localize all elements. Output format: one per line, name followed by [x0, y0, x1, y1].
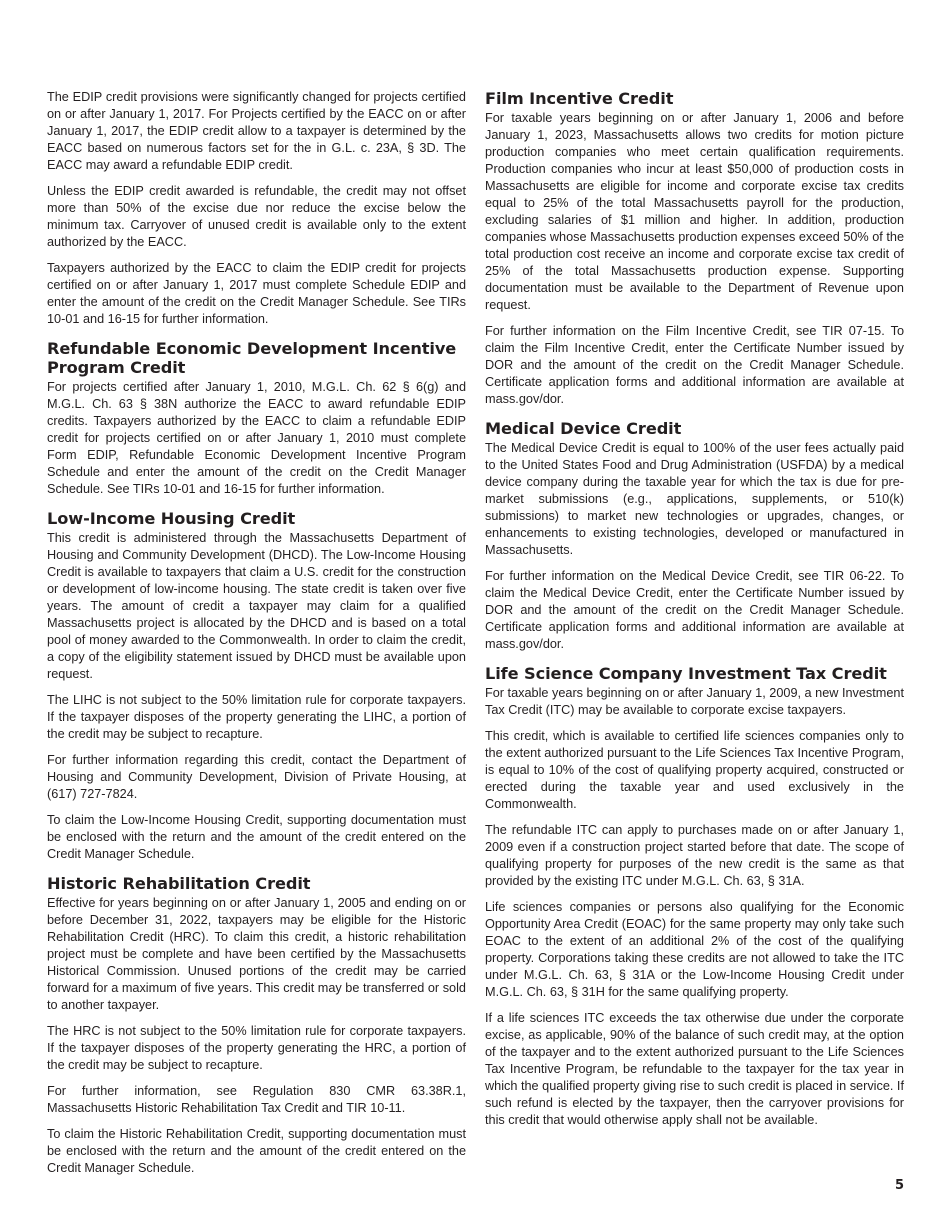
hrc-paragraph-3: For further information, see Regulation 830 CMR 63.38R.1, Massachusetts Historic Rehabilitation Tax Credit and TIR 10-11. — [47, 1084, 466, 1115]
edip-paragraph-2: Unless the EDIP credit awarded is refundable, the credit may not offset more than 50% of the excise due nor reduce the excise below the minimum tax. Carryover of unused credit is available only to the extent authorized by the EACC. — [47, 184, 466, 249]
medical-paragraph-2: For further information on the Medical Device Credit, see TIR 06-22. To claim the Medical Device Credit, enter the Certificate Number issued by DOR and the amount of the credit on the Credit Manager Schedule. Certificate application forms and additional information are available at mass.gov/dor. — [485, 569, 904, 651]
life-science-paragraph-4: Life sciences companies or persons also qualifying for the Economic Opportunity Area Credit (EOAC) for the same property may only take such EOAC to the extent of an additional 2% of the cost of the qualifying property. Corporations taking these credits are not allowed to take the ITC under M.G.L. Ch. 63, § 31A or the Low-Income Housing Credit under M.G.L. Ch. 63, § 31H for the same qualifying property. — [485, 900, 904, 999]
film-paragraph-1: For taxable years beginning on or after January 1, 2006 and before January 1, 2023, Massachusetts allows two credits for motion picture production companies who meet certain qualification requirements. Production companies who incur at least $50,000 of production costs in Massachusetts are eligible for income and corporate excise tax credits equal to 25% of the total Massachusetts payroll for the production, excluding salaries of $1 million and higher. In addition, production companies whose Massachusetts production expenses exceed 50% of the total production cost receive an income and corporate excise tax credit of 25% of the total Massachusetts production expense. Supporting documentation must be available to the Department of Revenue upon request. — [485, 111, 904, 312]
hrc-paragraph-4: To claim the Historic Rehabilitation Credit, supporting documentation must be enclosed with the return and the amount of the credit entered on the Credit Manager Schedule. — [47, 1127, 466, 1175]
life-science-paragraph-1: For taxable years beginning on or after January 1, 2009, a new Investment Tax Credit (ITC) may be available to corporate excise taxpayers. — [485, 686, 904, 717]
heading-historic-rehabilitation: Historic Rehabilitation Credit — [47, 874, 311, 893]
lihc-paragraph-4: To claim the Low-Income Housing Credit, supporting documentation must be enclosed with the return and the amount of the credit entered on the Credit Manager Schedule. — [47, 813, 466, 861]
refundable-edip-paragraph: For projects certified after January 1, 2010, M.G.L. Ch. 62 § 6(g) and M.G.L. Ch. 63 § 38N authorize the EACC to award refundable EDIP credits. Taxpayers authorized by the EACC to claim a refundable EDIP credit for projects certified on or after January 1, 2010 must complete Form EDIP, Refundable Economic Development Incentive Program Schedule and enter the amount of the credit on the Credit Manager Schedule. See TIRs 10-01 and 16-15 for further information. — [47, 380, 466, 496]
life-science-paragraph-2: This credit, which is available to certified life sciences companies only to the extent authorized pursuant to the Life Sciences Tax Incentive Program, is equal to 10% of the cost of qualifying property acquired, constructed or erected during the taxable year and used exclusively in the Commonwealth. — [485, 729, 904, 811]
heading-film-incentive: Film Incentive Credit — [485, 89, 674, 108]
medical-paragraph-1: The Medical Device Credit is equal to 100% of the user fees actually paid to the United States Food and Drug Administration (USFDA) by a medical device company during the taxable year for which the tax is due for pre-market submissions (e.g., applications, supplements, or 510(k) submissions) to market new technologies or upgrades, changes, or enhancements to existing technologies, developed or manufactured in Massachusetts. — [485, 441, 904, 557]
hrc-paragraph-2: The HRC is not subject to the 50% limitation rule for corporate taxpayers. If the taxpayer disposes of the property generating the HRC, a portion of the credit may be subject to recapture. — [47, 1024, 466, 1072]
film-paragraph-2: For further information on the Film Incentive Credit, see TIR 07-15. To claim the Film Incentive Credit, enter the Certificate Number issued by DOR and the amount of the credit on the Credit Manager Schedule. Certificate application forms and additional information are available at mass.gov/dor. — [485, 324, 904, 406]
lihc-paragraph-3: For further information regarding this credit, contact the Department of Housing and Community Development, Division of Private Housing, at (617) 727-7824. — [47, 753, 466, 801]
life-science-paragraph-5: If a life sciences ITC exceeds the tax otherwise due under the corporate excise, as applicable, 90% of the balance of such credit may, at the option of the taxpayer and to the extent authorized pursuant to the Life Sciences Tax Incentive Program, be refundable to the taxpayer for the tax year in which the qualified property giving rise to such credit is placed in service. If such refund is elected by the taxpayer, then the carryover provisions for this credit that would otherwise apply shall not be available. — [485, 1011, 904, 1127]
left-column — [47, 89, 466, 1186]
hrc-paragraph-1: Effective for years beginning on or after January 1, 2005 and ending on or before December 31, 2022, taxpayers may be eligible for the Historic Rehabilitation Credit (HRC). To claim this credit, a historic rehabilitation project must be complete and have been certified by the Massachusetts Historical Commission. Unused portions of the credit may be carried forward for a maximum of five years. This credit may be transferred or sold to another taxpayer. — [47, 896, 466, 1012]
lihc-paragraph-2: The LIHC is not subject to the 50% limitation rule for corporate taxpayers. If the taxpayer disposes of the property generating the LIHC, a portion of the credit may be subject to recapture. — [47, 693, 466, 741]
life-science-paragraph-3: The refundable ITC can apply to purchases made on or after January 1, 2009 even if a construction project started before that date. The scope of qualifying property for purposes of the new credit is the same as that provided by the existing ITC under M.G.L. Ch. 63, § 31A. — [485, 823, 904, 888]
page-number: 5 — [894, 1178, 904, 1193]
edip-paragraph-3: Taxpayers authorized by the EACC to claim the EDIP credit for projects certified on or after January 1, 2017 must complete Schedule EDIP and enter the amount of the credit on the Credit Manager Schedule. See TIRs 10-01 and 16-15 for further information. — [47, 261, 466, 326]
heading-medical-device: Medical Device Credit — [485, 419, 682, 438]
edip-paragraph-1: The EDIP credit provisions were significantly changed for projects certified on or after January 1, 2017. For Projects certified by the EACC on or after January 1, 2017, the EDIP credit allow to a taxpayer is determined by the EACC based on numerous factors set for the in G.L. c. 23A, § 3D. The EACC may award a refundable EDIP credit. — [47, 90, 466, 172]
right-column — [485, 89, 904, 1138]
heading-low-income-housing: Low-Income Housing Credit — [47, 509, 296, 528]
heading-refundable-edip: Refundable Economic Development Incentive Program Credit — [47, 339, 457, 377]
lihc-paragraph-1: This credit is administered through the Massachusetts Department of Housing and Community Development (DHCD). The Low-Income Housing Credit is available to taxpayers that claim a U.S. credit for the construction or development of low-income housing. The state credit is taken over five years. The amount of credit a taxpayer may claim for a qualified Massachusetts project is allocated by the DHCD and is based on a total pool of money awarded to the Commonwealth. In order to claim the credit, a copy of the eligibility statement issued by DHCD must be available upon request. — [47, 531, 466, 681]
heading-life-science: Life Science Company Investment Tax Credit — [485, 664, 887, 683]
